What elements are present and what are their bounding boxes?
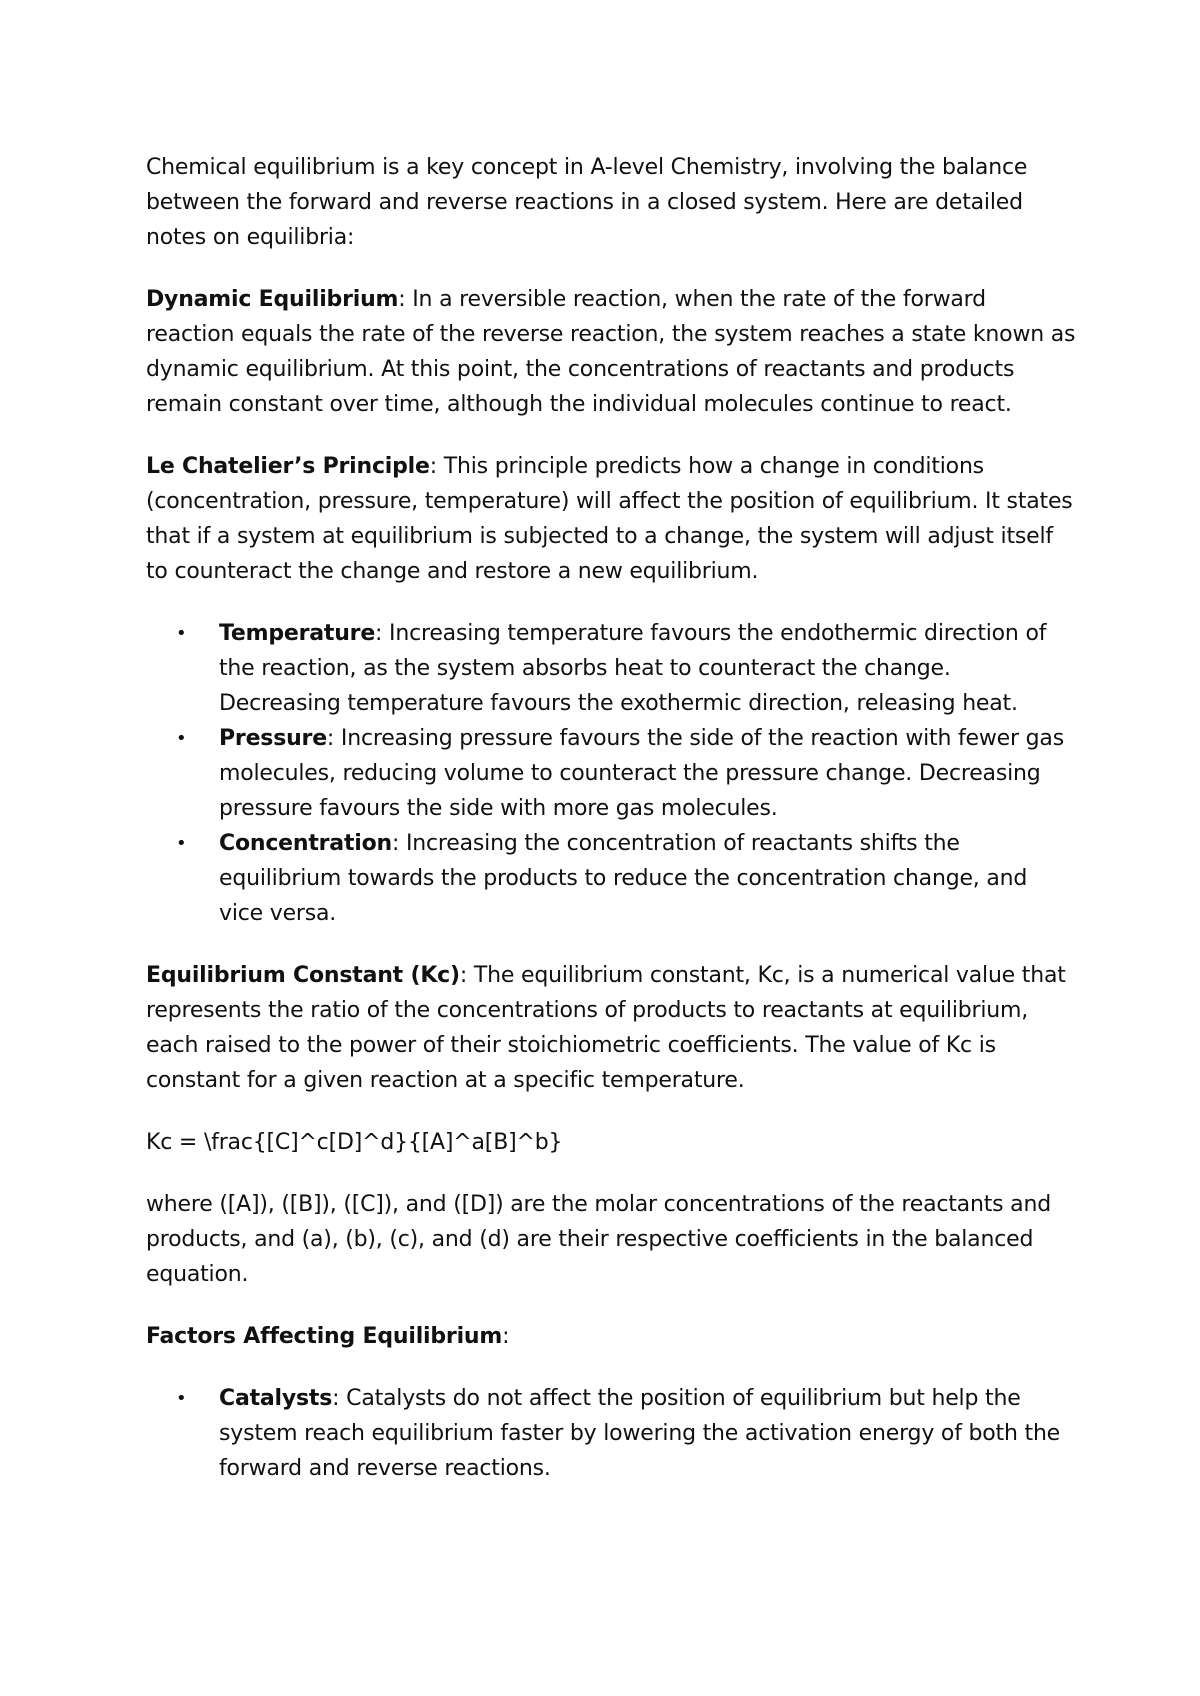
dynamic-equilibrium-paragraph [146, 282, 1076, 422]
document-body [146, 150, 1076, 1513]
list-item [146, 826, 1076, 931]
kc-paragraph [146, 958, 1076, 1098]
temperature-text: : Increasing temperature favours the endothermic direction of the reaction, as the system absorbs heat to counteract the change. Decreasing temperature favours the exothermic direction, releasing heat. [219, 621, 1047, 716]
intro-paragraph [146, 150, 1076, 255]
bullet-icon: • [176, 623, 187, 644]
catalysts-heading: Catalysts [219, 1386, 333, 1411]
le-chatelier-paragraph [146, 449, 1076, 589]
list-item [146, 1381, 1076, 1486]
intro-text: Chemical equilibrium is a key concept in A-level Chemistry, involving the balance between the forward and reverse reactions in a closed system. Here are detailed notes on equilibria: [146, 155, 1028, 250]
concentration-text: : Increasing the concentration of reactants shifts the equilibrium towards the products to reduce the concentration change, and vice versa. [219, 831, 1028, 926]
where-paragraph [146, 1187, 1076, 1292]
dynamic-equilibrium-heading: Dynamic Equilibrium [146, 287, 399, 312]
temperature-heading: Temperature [219, 621, 376, 646]
le-chatelier-heading: Le Chatelier’s Principle [146, 454, 430, 479]
list-item [146, 721, 1076, 826]
factors-list [146, 1381, 1076, 1486]
factors-heading: Factors Affecting Equilibrium [146, 1324, 503, 1349]
factors-suffix: : [502, 1324, 510, 1349]
factors-paragraph [146, 1319, 1076, 1354]
concentration-heading: Concentration [219, 831, 392, 856]
kc-heading: Equilibrium Constant (Kc) [146, 963, 460, 988]
catalysts-text: : Catalysts do not affect the position of equilibrium but help the system reach equilibrium faster by lowering the activation energy of both the forward and reverse reactions. [219, 1386, 1061, 1481]
list-item [146, 616, 1076, 721]
pressure-heading: Pressure [219, 726, 327, 751]
bullet-icon: • [176, 833, 187, 854]
bullet-icon: • [176, 728, 187, 749]
where-text: where ([A]), ([B]), ([C]), and ([D]) are the molar concentrations of the reactants and products, and (a), (b), (c), and (d) are their respective coefficients in the balanced equation. [146, 1192, 1051, 1287]
kc-formula-text: Kc = \frac{[C]^c[D]^d}{[A]^a[B]^b} [146, 1130, 563, 1155]
pressure-text: : Increasing pressure favours the side of the reaction with fewer gas molecules, reducing volume to counteract the pressure change. Decreasing pressure favours the side with more gas molecules. [219, 726, 1064, 821]
conditions-list [146, 616, 1076, 931]
kc-text: : The equilibrium constant, Kc, is a numerical value that represents the ratio of the concentrations of products to reactants at equilibrium, each raised to the power of their stoichiometric coefficients. The value of Kc is constant for a given reaction at a specific temperature. [146, 963, 1066, 1093]
le-chatelier-text: : This principle predicts how a change in conditions (concentration, pressure, temperature) will affect the position of equilibrium. It states that if a system at equilibrium is subjected to a change, the system will adjust itself to counteract the change and restore a new equilibrium. [146, 454, 1073, 584]
bullet-icon: • [176, 1388, 187, 1409]
dynamic-equilibrium-text: : In a reversible reaction, when the rate of the forward reaction equals the rate of the reverse reaction, the system reaches a state known as dynamic equilibrium. At this point, the concentrations of reactants and products remain constant over time, although the individual molecules continue to react. [146, 287, 1076, 417]
kc-formula [146, 1125, 1076, 1160]
